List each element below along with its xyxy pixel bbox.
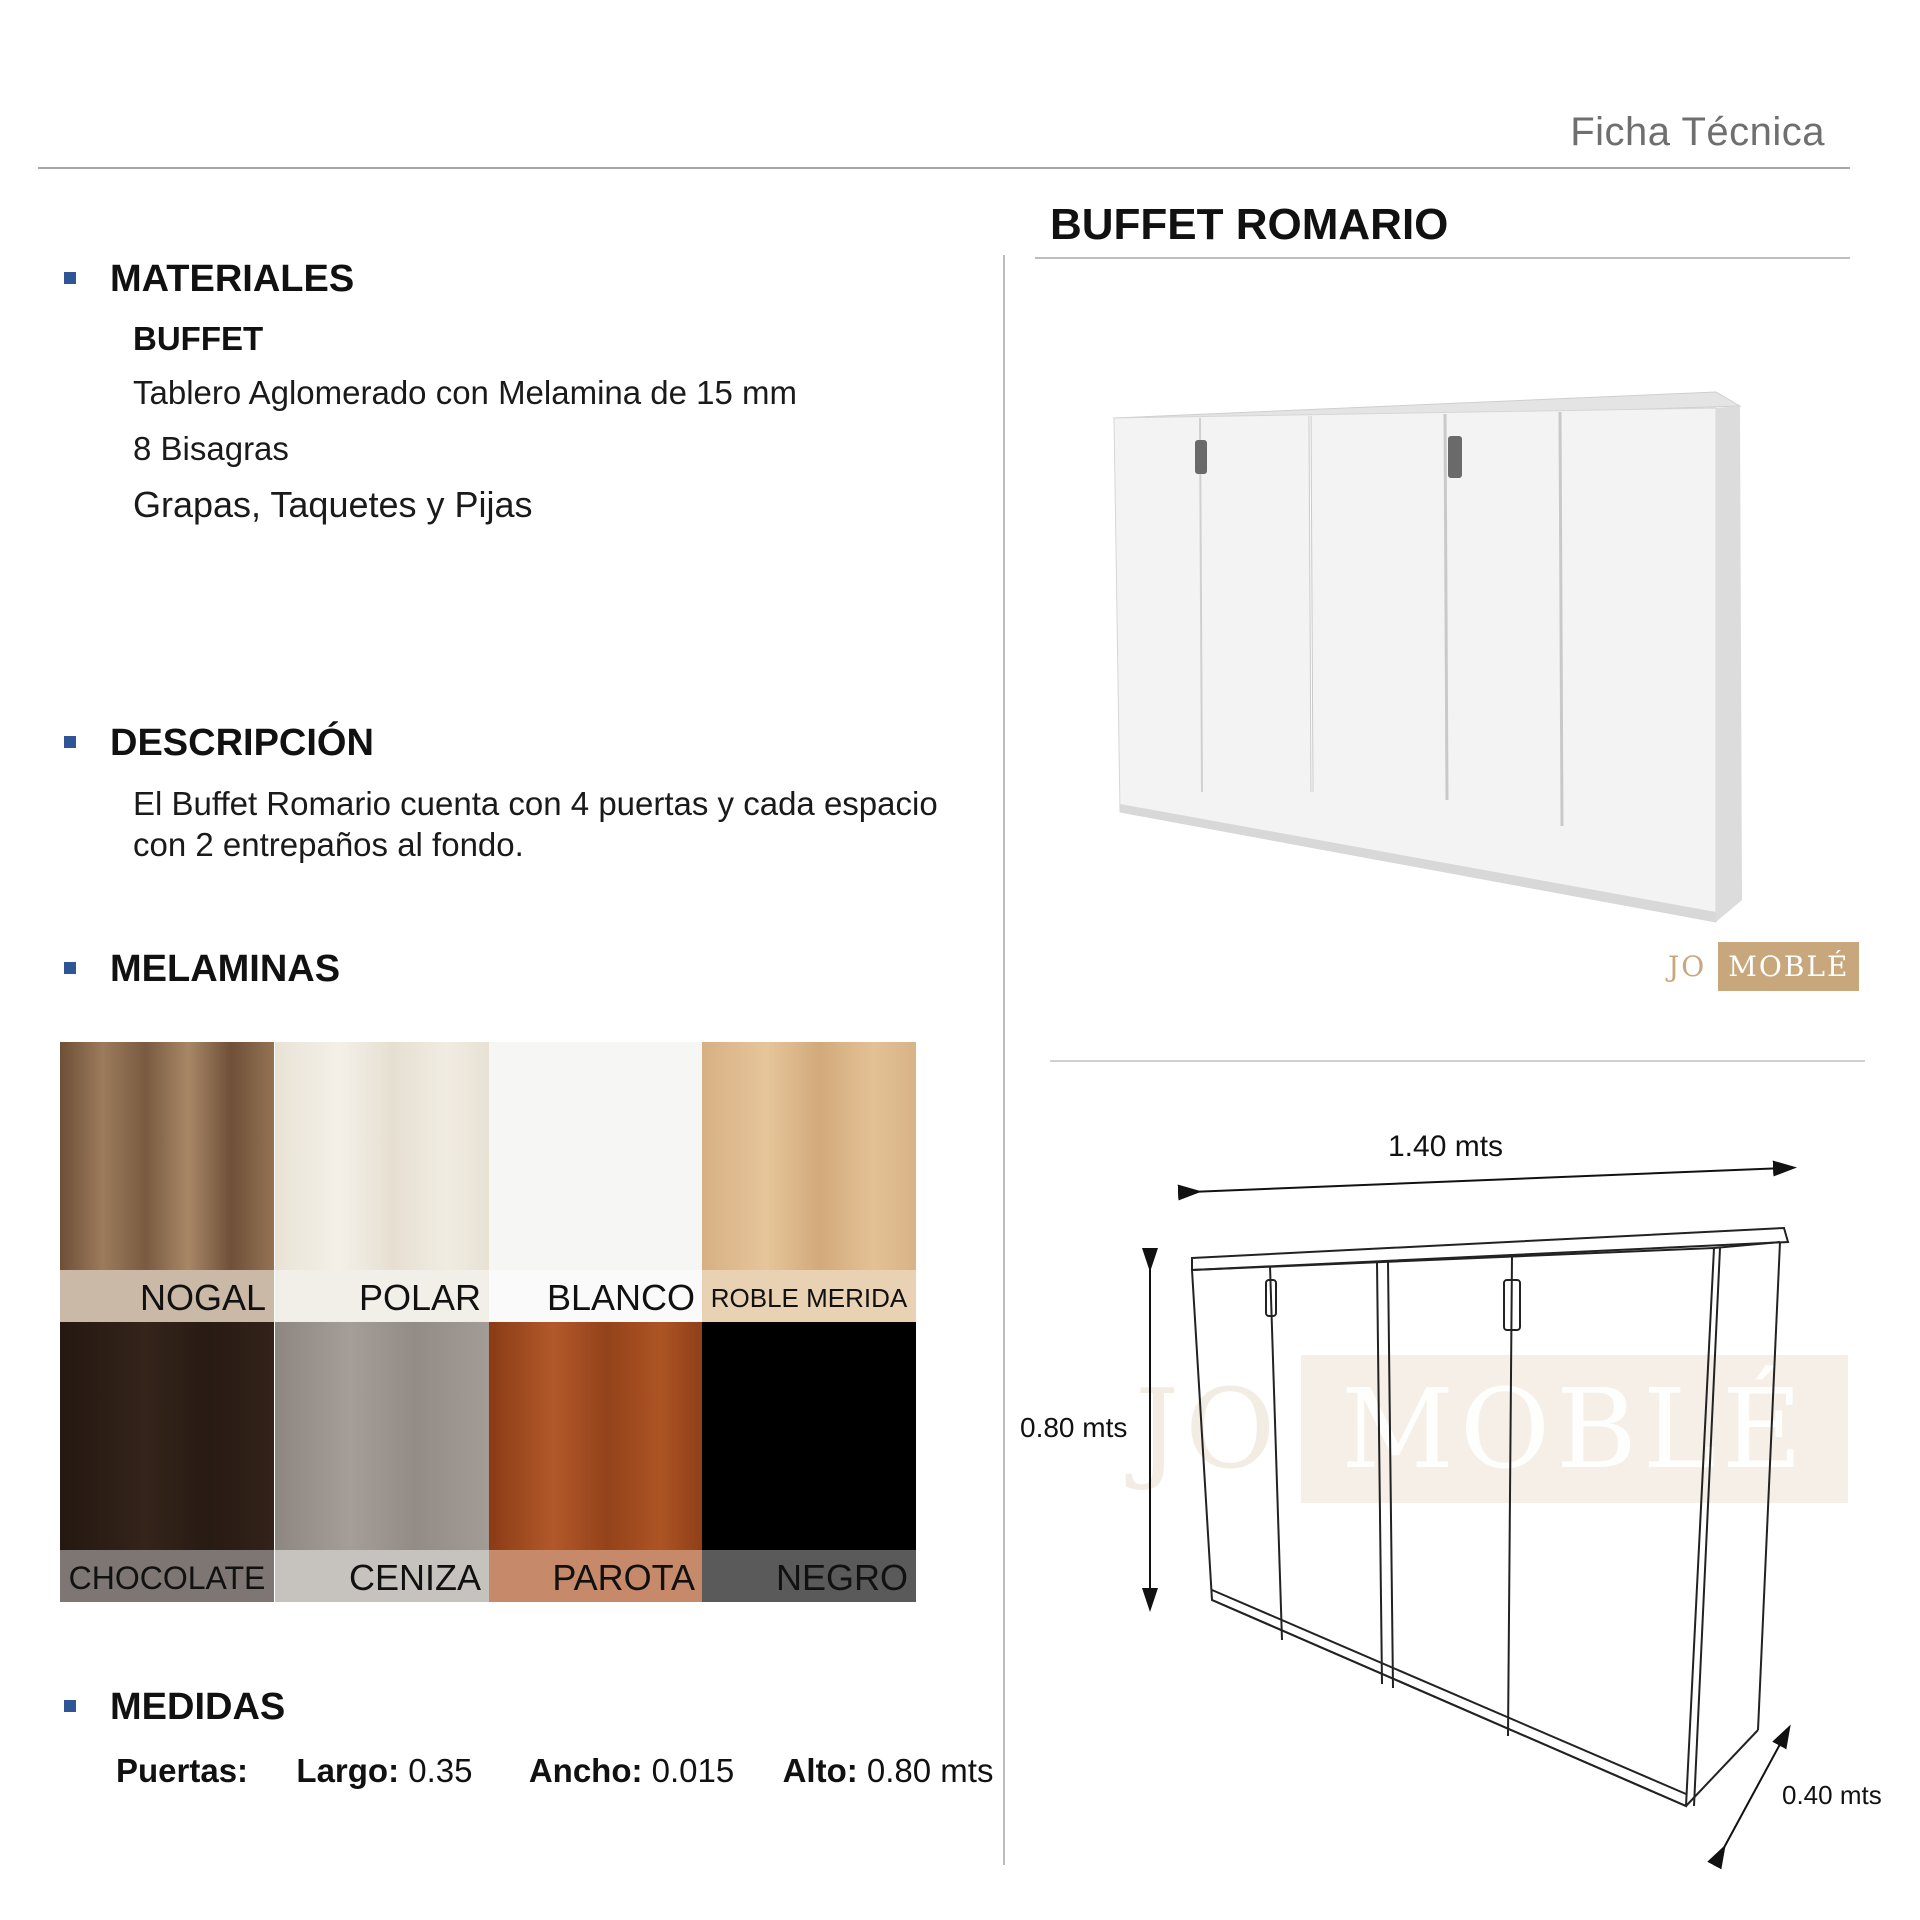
width-dimension-label: 1.40 mts [1388, 1130, 1504, 1163]
depth-dimension-label: 0.40 mts [1782, 1780, 1882, 1810]
descripcion-line: con 2 entrepaños al fondo. [133, 826, 524, 863]
brand-logo-part2: MOBLÉ [1718, 942, 1859, 991]
technical-drawing [1120, 1130, 1900, 1870]
alto-value: 0.80 mts [866, 1752, 994, 1789]
section-bullet-icon [64, 962, 76, 974]
cabinet-outline [1192, 1228, 1788, 1806]
swatch-roble-merida [702, 1042, 916, 1322]
swatch-label: BLANCO [489, 1270, 703, 1322]
swatch-label: NOGAL [60, 1270, 274, 1322]
width-dimension-arrow [1190, 1168, 1785, 1192]
swatch-chocolate [60, 1322, 274, 1602]
brand-logo [1668, 938, 1859, 994]
medidas-row [116, 1752, 993, 1790]
swatch-polar [275, 1042, 489, 1322]
medidas-heading: MEDIDAS [110, 1686, 286, 1728]
ancho-value: 0.015 [651, 1752, 735, 1789]
swatch-label: NEGRO [702, 1550, 916, 1602]
swatch-label: CHOCOLATE [60, 1550, 274, 1602]
section-bullet-icon [64, 1700, 76, 1712]
swatch-parota [489, 1322, 703, 1602]
swatch-label: PAROTA [489, 1550, 703, 1602]
image-divider [1050, 1060, 1865, 1062]
height-dimension-label: 0.80 mts [1020, 1412, 1128, 1443]
swatch-negro [702, 1322, 916, 1602]
largo-value: 0.35 [408, 1752, 473, 1789]
header-divider [38, 167, 1850, 169]
swatch-ceniza [275, 1322, 489, 1602]
product-title-divider [1035, 257, 1850, 259]
product-photo [1100, 380, 1750, 930]
watermark-part1: JO [1135, 1365, 1282, 1493]
puertas-label: Puertas: [116, 1752, 249, 1789]
melaminas-heading: MELAMINAS [110, 948, 341, 990]
section-bullet-icon [64, 736, 76, 748]
swatch-blanco [489, 1042, 703, 1322]
product-title: BUFFET ROMARIO [1050, 200, 1449, 249]
descripcion-heading: DESCRIPCIÓN [110, 722, 374, 764]
swatch-nogal [60, 1042, 274, 1322]
watermark-part2: MOBLÉ [1301, 1355, 1848, 1503]
materiales-subtitle: BUFFET [133, 320, 264, 357]
brand-logo-part1: JO [1668, 949, 1707, 983]
swatch-label: POLAR [275, 1270, 489, 1322]
largo-label: Largo: [296, 1752, 400, 1789]
alto-label: Alto: [782, 1752, 858, 1789]
section-bullet-icon [64, 272, 76, 284]
ancho-label: Ancho: [528, 1752, 643, 1789]
swatch-label: ROBLE MERIDA [702, 1270, 916, 1322]
column-divider [1003, 255, 1005, 1865]
descripcion-line: El Buffet Romario cuenta con 4 puertas y cada espacio [133, 785, 938, 822]
materiales-line: Grapas, Taquetes y Pijas [133, 484, 533, 525]
swatch-label: CENIZA [275, 1550, 489, 1602]
depth-dimension-arrow [1720, 1735, 1785, 1855]
materiales-line: 8 Bisagras [133, 430, 289, 467]
materiales-line: Tablero Aglomerado con Melamina de 15 mm [133, 374, 798, 411]
materiales-heading: MATERIALES [110, 258, 355, 300]
document-header-title: Ficha Técnica [1570, 110, 1825, 154]
